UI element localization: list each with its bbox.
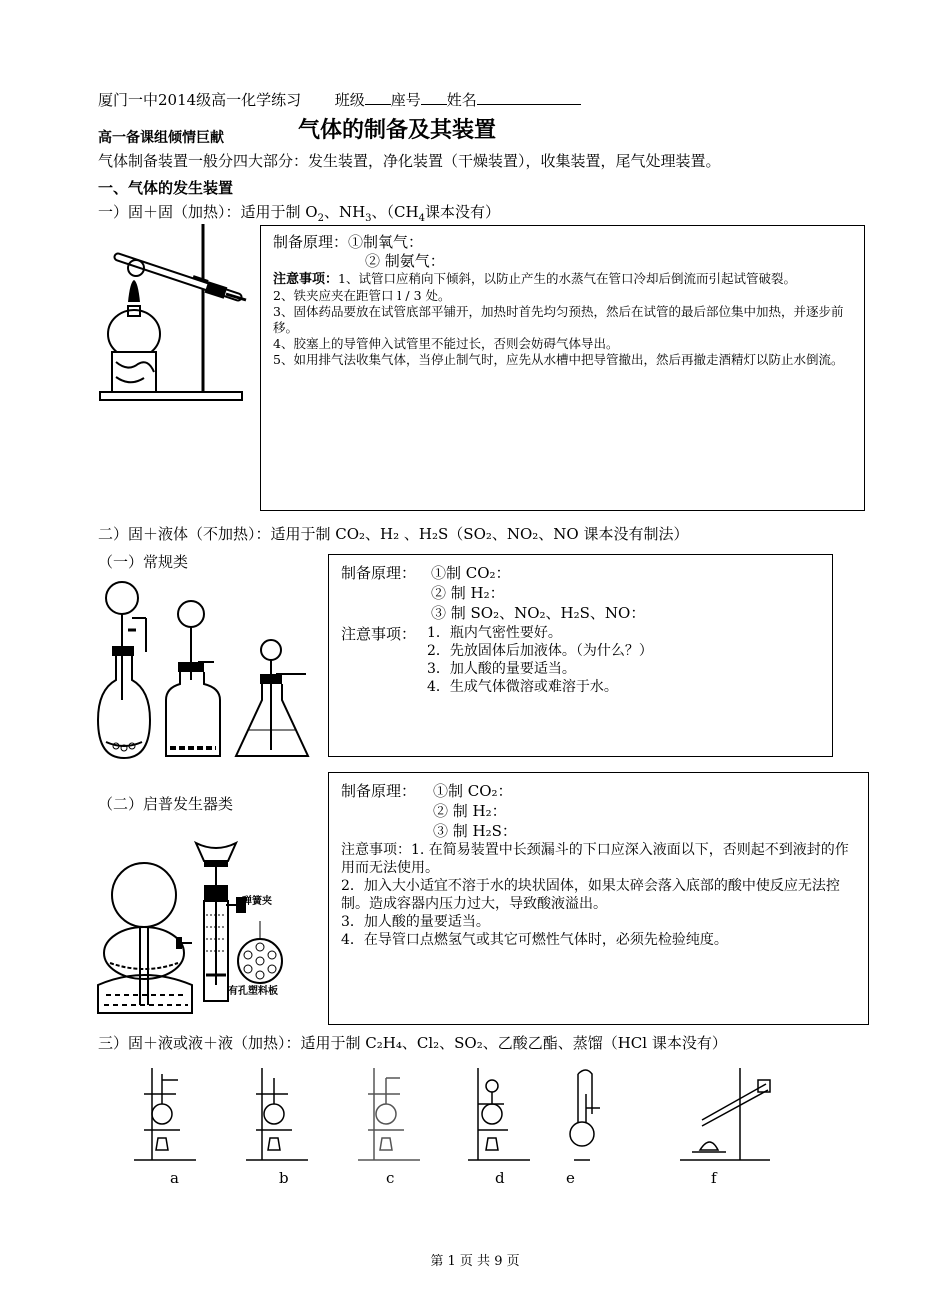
group-label: 高一备课组倾情巨献 (98, 130, 224, 146)
intro-text: 气体制备装置一般分四大部分：发生装置，净化装置（干燥装置），收集装置，尾气处理装置。 (98, 152, 721, 170)
seat-blank[interactable] (421, 88, 447, 105)
apparatus-label-d: d (495, 1169, 505, 1187)
heating-apparatus-row-figure (130, 1064, 780, 1166)
principle-item: ①制 CO₂： (431, 564, 511, 582)
note-item: 1. 在简易装置中长颈漏斗的下口应深入液面以下，否则起不到液封的作用而无法使用。 (341, 842, 849, 876)
note-item: 4．在导管口点燃氢气或其它可燃性气体时，必须先检验纯度。 (341, 932, 728, 948)
principle-item: ①制 CO₂： (433, 782, 513, 800)
part2-label: （二）启普发生器类 (98, 795, 234, 813)
note-item: 1．瓶内气密性要好。 (427, 625, 562, 641)
note-item: 1、试管口应稍向下倾斜，以防止产生的水蒸气在管口冷却后倒流而引起试管破裂。 (338, 271, 796, 286)
apparatus-label-e: e (566, 1169, 575, 1187)
sub1-info-box (260, 225, 865, 511)
principle-item: ② 制 H₂： (433, 802, 507, 820)
note-item: 2．先放固体后加液体。（为什么？） (427, 643, 653, 659)
apparatus-label-b: b (279, 1169, 289, 1187)
class-label: 班级 (334, 91, 365, 109)
principle-item: ② 制氨气： (365, 252, 445, 270)
sub2-heading: 二）固＋液体（不加热）：适用于制 CO₂、H₂ 、H₂S（SO₂、NO₂、NO 课本没有制法） (98, 525, 689, 543)
apparatus-label-a: a (170, 1169, 179, 1187)
note-item: 3．加人酸的量要适当。 (341, 914, 490, 930)
principle-label: 制备原理： (341, 782, 417, 800)
note-item: 3、固体药品要放在试管底部平铺开，加热时首先均匀预热，然后在试管的最后部位集中加热，并逐步前移。 (273, 304, 844, 335)
perforated-plate-label: 有孔塑料板 (228, 986, 278, 997)
notes-block (341, 841, 861, 949)
principle-label: 制备原理： (341, 564, 417, 582)
school-line: 厦门一中2014级高一化学练习 (98, 91, 302, 109)
principle-label: 制备原理： (273, 233, 349, 251)
page-title: 气体的制备及其装置 (298, 118, 497, 143)
part2-info-box (328, 772, 869, 1025)
notes-block (273, 271, 858, 368)
note-item: 2、铁夹应夹在距管口 l / 3 处。 (273, 288, 451, 303)
page-footer: 第 1 页 共 9 页 (430, 1254, 520, 1269)
principle-item: ③ 制 SO₂、NO₂、H₂S、NO： (431, 604, 646, 622)
section-heading: 一、气体的发生装置 (98, 179, 234, 197)
header-line (98, 88, 581, 110)
apparatus-label-f: f (711, 1169, 717, 1187)
kipp-generator-figure (96, 835, 316, 1015)
principle-item: ③ 制 H₂S： (433, 822, 517, 840)
note-item: 4．生成气体微溶或难溶于水。 (427, 679, 618, 695)
sub1-heading: 一）固＋固（加热）：适用于制 $O_2$、$NH_3$、（$CH_4$课本没有） (98, 203, 500, 224)
seat-label: 座号 (390, 91, 421, 109)
solid-heating-apparatus-figure (98, 222, 248, 404)
notes-label: 注意事项： (273, 272, 339, 287)
note-item: 5、如用排气法收集气体，当停止制气时，应先从水槽中把导管撤出，然后再撤走酒精灯以防止水倒流。 (273, 352, 844, 367)
note-item: 3．加人酸的量要适当。 (427, 661, 576, 677)
part1-label: （一）常规类 (98, 553, 189, 571)
part1-info-box (328, 554, 833, 757)
principle-item: ② 制 H₂： (431, 584, 505, 602)
note-item: 4、胶塞上的导管伸入试管里不能过长，否则会妨碍气体导出。 (273, 336, 619, 351)
notes-label: 注意事项： (341, 842, 411, 858)
apparatus-label-c: c (386, 1169, 395, 1187)
flask-apparatus-figure (96, 570, 326, 762)
notes-label: 注意事项： (341, 625, 417, 643)
sub3-heading: 三）固＋液或液＋液（加热）：适用于制 C₂H₄、Cl₂、SO₂、乙酸乙酯、蒸馏（HCl 课本没有） (98, 1034, 727, 1052)
principle-item: ①制氧气： (348, 233, 424, 251)
name-blank[interactable] (477, 88, 581, 105)
class-blank[interactable] (365, 88, 391, 105)
spring-clip-label: 弹簧夹 (242, 896, 272, 907)
note-item: 2．加入大小适宜不溶于水的块状固体，如果太碎会落入底部的酸中使反应无法控制。造成容器内压力过大，导致酸液溢出。 (341, 878, 840, 912)
name-label: 姓名 (446, 91, 477, 109)
